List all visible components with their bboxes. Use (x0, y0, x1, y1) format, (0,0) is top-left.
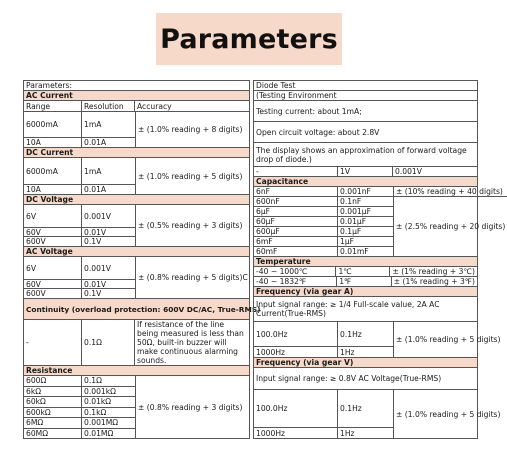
dc-current-title: DC Current (26, 148, 74, 157)
table-cell: 1mA (84, 120, 102, 129)
continuity-title: Continuity (overload protection: 600V DC/AC, True-RMS) (26, 304, 261, 314)
table-cell: 0.1Hz (340, 404, 362, 413)
table-cell: ± (1% reading + 3℉) (393, 277, 475, 286)
table-cell: 0.001kΩ (84, 386, 116, 396)
diode-line: Open circuit voltage: about 2.8V (256, 127, 380, 137)
continuity-description: If resistance of the line being measured is less than 50Ω, built-in buzzer will make continuous alarming sounds. (137, 320, 244, 365)
ac-voltage-title: AC Voltage (26, 247, 73, 256)
table-cell: 0.1nF (340, 197, 362, 206)
table-cell: 6MΩ (24, 418, 82, 428)
capacitance-accuracy-rest: ± (2.5% reading + 20 digits) (396, 222, 506, 231)
continuity-resolution: 0.1Ω (82, 320, 135, 365)
table-cell: 60V (24, 228, 82, 236)
table-cell: 60μF (254, 217, 338, 226)
accuracy-header: Accuracy (137, 101, 172, 111)
table-cell: 0.1Ω (84, 376, 102, 386)
table-cell: 100.0Hz (254, 390, 338, 427)
resistance-accuracy: ± (0.8% reading + 3 digits) (135, 376, 249, 438)
table-cell: -40 ~ 1832℉ (254, 277, 337, 286)
range-header: Range (24, 101, 82, 111)
table-cell: 0.1Hz (340, 329, 362, 339)
table-cell: 6V (24, 257, 82, 279)
table-cell: 1V (338, 167, 393, 176)
table-cell: 10A (24, 138, 82, 147)
table-cell: 0.1V (84, 237, 102, 246)
table-cell: 60kΩ (24, 397, 82, 407)
parameters-heading: Parameters: (26, 81, 73, 90)
table-cell: 0.1kΩ (84, 407, 107, 417)
table-cell: 6μF (254, 207, 338, 216)
frequency-a-input: Input signal range: ≥ 1/4 Full-scale value, 2A AC Current(True-RMS) (256, 300, 440, 318)
table-cell: 0.01kΩ (84, 397, 112, 407)
table-cell: 1mA (84, 166, 102, 176)
table-cell: 0.001V (84, 263, 111, 273)
table-cell: 1℉ (337, 277, 392, 286)
table-cell: 0.01μF (340, 217, 367, 226)
frequency-v-title: Frequency (via gear V) (256, 358, 354, 367)
frequency-v-input: Input signal range: ≥ 0.8V AC Voltage(True-RMS) (256, 374, 442, 383)
table-cell: 60mF (254, 247, 338, 256)
table-cell: 1Hz (340, 428, 355, 438)
table-cell: 600V (24, 289, 82, 298)
table-cell: 0.1V (84, 289, 102, 298)
table-cell: 60MΩ (24, 429, 82, 439)
diode-line: The display shows an approximation of forward voltage drop of diode.) (256, 145, 467, 164)
table-cell: 600nF (254, 197, 338, 206)
table-cell: 600V (24, 237, 82, 246)
temperature-title: Temperature (256, 257, 311, 266)
table-cell: -40 ~ 1000℃ (254, 267, 336, 276)
table-cell: 1000Hz (254, 347, 338, 357)
ac-voltage-accuracy: ± (0.8% reading + 5 digits)C (135, 257, 250, 298)
table-cell: 6mF (254, 237, 338, 246)
table-cell: 0.01V (84, 279, 107, 289)
table-cell: 100.0Hz (254, 322, 338, 346)
table-cell: 1000Hz (254, 428, 338, 438)
table-cell: 0.01MΩ (84, 428, 114, 438)
page-title: Parameters (160, 23, 338, 55)
resistance-title: Resistance (26, 366, 73, 375)
table-cell: 6nF (254, 187, 338, 196)
table-cell: 0.1μF (340, 227, 362, 236)
title-banner (156, 13, 342, 65)
resolution-header: Resolution (82, 101, 135, 111)
table-cell: ± (1% reading + 3℃) (392, 267, 475, 276)
table-cell: 1℃ (336, 267, 390, 276)
capacitance-accuracy-first: ± (10% reading + 40 digits) (394, 187, 507, 197)
dc-voltage-title: DC Voltage (26, 195, 74, 204)
frequency-a-accuracy: ± (1.0% reading + 5 digits) (393, 322, 502, 357)
left-parameters-table (23, 80, 261, 439)
diode-line: Testing current: about 1mA; (256, 106, 362, 116)
capacitance-title: Capacitance (256, 177, 309, 186)
diode-line: (Testing Environment (256, 91, 337, 100)
ac-current-accuracy: ± (1.0% reading + 8 digits) (135, 112, 249, 147)
table-cell: 0.001MΩ (84, 418, 119, 428)
table-cell: 1μF (340, 237, 355, 246)
table-cell: 0.01A (84, 185, 107, 194)
table-cell: 600Ω (24, 376, 82, 386)
table-cell: 10A (24, 185, 82, 194)
continuity-range: - (24, 320, 82, 365)
table-cell: 0.01V (84, 227, 107, 237)
table-cell: 6kΩ (24, 387, 82, 397)
table-cell: 1Hz (340, 347, 355, 357)
table-cell: - (254, 167, 338, 176)
frequency-v-accuracy: ± (1.0% reading + 5 digits) (393, 390, 502, 438)
frequency-a-title: Frequency (via gear A) (256, 287, 354, 296)
dc-voltage-accuracy: ± (0.5% reading + 3 digits) (135, 205, 249, 246)
dc-current-accuracy: ± (1.0% reading + 5 digits) (135, 158, 249, 194)
right-parameters-table (253, 80, 506, 439)
table-cell: 6V (24, 205, 82, 227)
table-cell: 0.001V (84, 211, 111, 221)
table-cell: 6000mA (24, 158, 82, 184)
table-cell: 0.001nF (340, 187, 371, 196)
table-cell: 0.001μF (340, 207, 371, 216)
table-cell: 600μF (254, 227, 338, 236)
table-cell: 0.01mF (340, 247, 369, 256)
ac-current-title: AC Current (26, 91, 73, 100)
table-cell: 60V (24, 280, 82, 288)
table-cell: 0.01A (84, 138, 107, 147)
diode-test-title: Diode Test (256, 81, 296, 90)
table-cell: 6000mA (24, 112, 82, 137)
table-cell: 600kΩ (24, 408, 82, 418)
table-cell: 0.001V (395, 167, 422, 176)
